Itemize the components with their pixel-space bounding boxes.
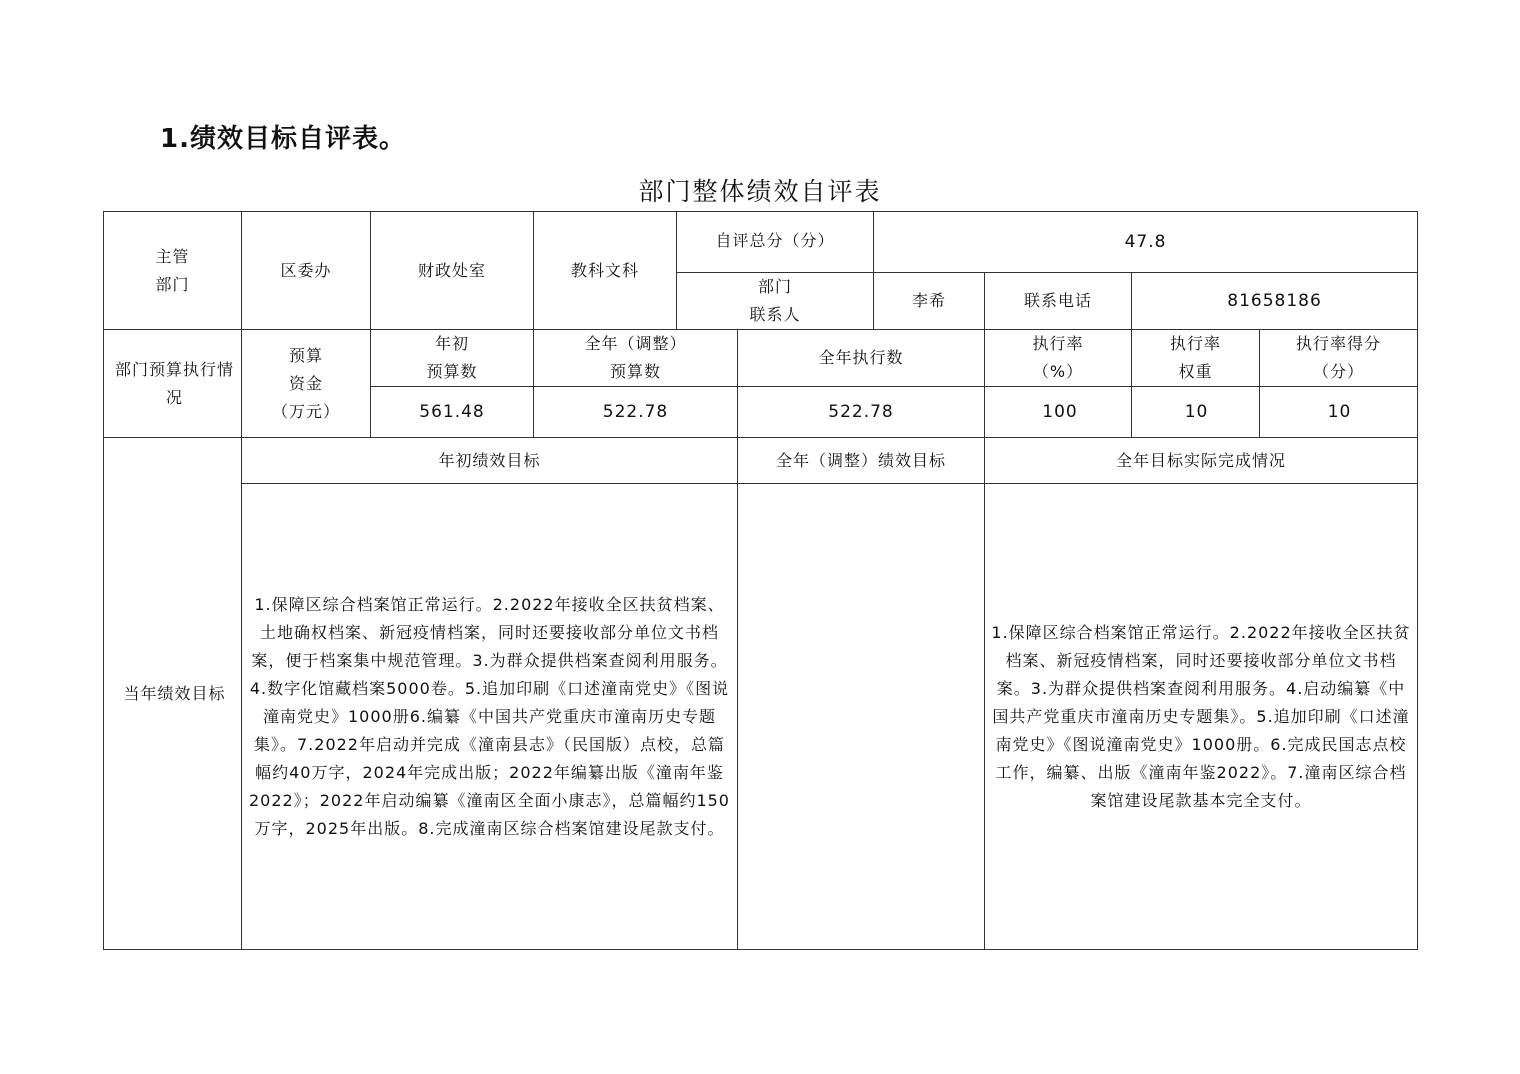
col-adjusted-goals: 全年（调整）绩效目标 bbox=[738, 438, 985, 484]
col-weight-line1: 执行率 bbox=[1170, 334, 1222, 353]
col-weight-line2: 权重 bbox=[1178, 362, 1213, 381]
contact-label-line2: 联系人 bbox=[749, 305, 801, 324]
funds-label-cell bbox=[242, 330, 371, 438]
rate-value: 100 bbox=[985, 387, 1132, 438]
finance-office-label: 财政处室 bbox=[371, 212, 534, 330]
self-score-value: 47.8 bbox=[874, 212, 1418, 273]
col-initial-line1: 年初 bbox=[434, 334, 469, 353]
self-score-label: 自评总分（分） bbox=[677, 212, 874, 273]
weight-value: 10 bbox=[1132, 387, 1260, 438]
initial-goals-text: 1.保障区综合档案馆正常运行。2.2022年接收全区扶贫档案、土地确权档案、新冠疫情档案，同时还要接收部分单位文书档案，便于档案集中规范管理。3.为群众提供档案查阅利用服务。4.数字化馆藏档案5000卷。5.追加印刷《口述潼南党史》《图说潼南党史》1000册6.编纂《中国共产党重庆市潼南历史专题集》。7.2022年启动并完成《潼南县志》（民国版）点校，总篇幅约40万字，2024年完成出版；2022年编纂出版《潼南年鉴2022》；2022年启动编纂《潼南区全面小康志》，总篇幅约150万字，2025年出版。8.完成潼南区综合档案馆建设尾款支付。 bbox=[242, 484, 738, 950]
col-score bbox=[1260, 330, 1418, 387]
adjusted-budget-value: 522.78 bbox=[534, 387, 738, 438]
adjusted-goals-text bbox=[738, 484, 985, 950]
funds-label-line1: 预算 bbox=[288, 345, 323, 365]
dept-label-line1: 主管 bbox=[155, 246, 190, 266]
funds-label-line2: 资金 bbox=[288, 373, 323, 393]
col-score-line2: （分） bbox=[1313, 362, 1365, 381]
col-rate-line2: （%） bbox=[1032, 362, 1084, 381]
dept-label-line2: 部门 bbox=[155, 274, 190, 294]
score-value: 10 bbox=[1260, 387, 1418, 438]
col-initial-goals: 年初绩效目标 bbox=[242, 438, 738, 484]
col-adjusted-budget bbox=[534, 330, 738, 387]
dept-label-cell bbox=[104, 212, 242, 330]
executed-value: 522.78 bbox=[738, 387, 985, 438]
col-weight bbox=[1132, 330, 1260, 387]
col-rate-line1: 执行率 bbox=[1032, 334, 1084, 353]
col-initial-budget bbox=[371, 330, 534, 387]
section-heading: 1.绩效目标自评表。 bbox=[160, 124, 406, 154]
budget-section-label: 部门预算执行情况 bbox=[104, 330, 242, 438]
dept-name: 区委办 bbox=[242, 212, 371, 330]
col-adjusted-line1: 全年（调整） bbox=[584, 334, 687, 353]
funds-label-line3: （万元） bbox=[271, 401, 340, 421]
goals-section-label: 当年绩效目标 bbox=[104, 438, 242, 950]
table-title: 部门整体绩效自评表 bbox=[638, 177, 882, 206]
contact-label-cell bbox=[677, 273, 874, 330]
phone-label: 联系电话 bbox=[985, 273, 1132, 330]
phone-value: 81658186 bbox=[1132, 273, 1418, 330]
col-score-line1: 执行率得分 bbox=[1296, 334, 1382, 353]
col-rate bbox=[985, 330, 1132, 387]
finance-section: 教科文科 bbox=[534, 212, 677, 330]
self-evaluation-table bbox=[103, 211, 1418, 950]
contact-name: 李希 bbox=[874, 273, 985, 330]
col-initial-line2: 预算数 bbox=[426, 362, 478, 381]
initial-budget-value: 561.48 bbox=[371, 387, 534, 438]
col-actual-goals: 全年目标实际完成情况 bbox=[985, 438, 1418, 484]
col-executed: 全年执行数 bbox=[738, 330, 985, 387]
contact-label-line1: 部门 bbox=[758, 277, 793, 296]
actual-goals-text: 1.保障区综合档案馆正常运行。2.2022年接收全区扶贫档案、新冠疫情档案，同时还要接收部分单位文书档案。3.为群众提供档案查阅利用服务。4.启动编纂《中国共产党重庆市潼南历史专题集》。5.追加印刷《口述潼南党史》《图说潼南党史》1000册。6.完成民国志点校工作，编纂、出版《潼南年鉴2022》。7.潼南区综合档案馆建设尾款基本完全支付。 bbox=[985, 484, 1418, 950]
col-adjusted-line2: 预算数 bbox=[609, 362, 661, 381]
